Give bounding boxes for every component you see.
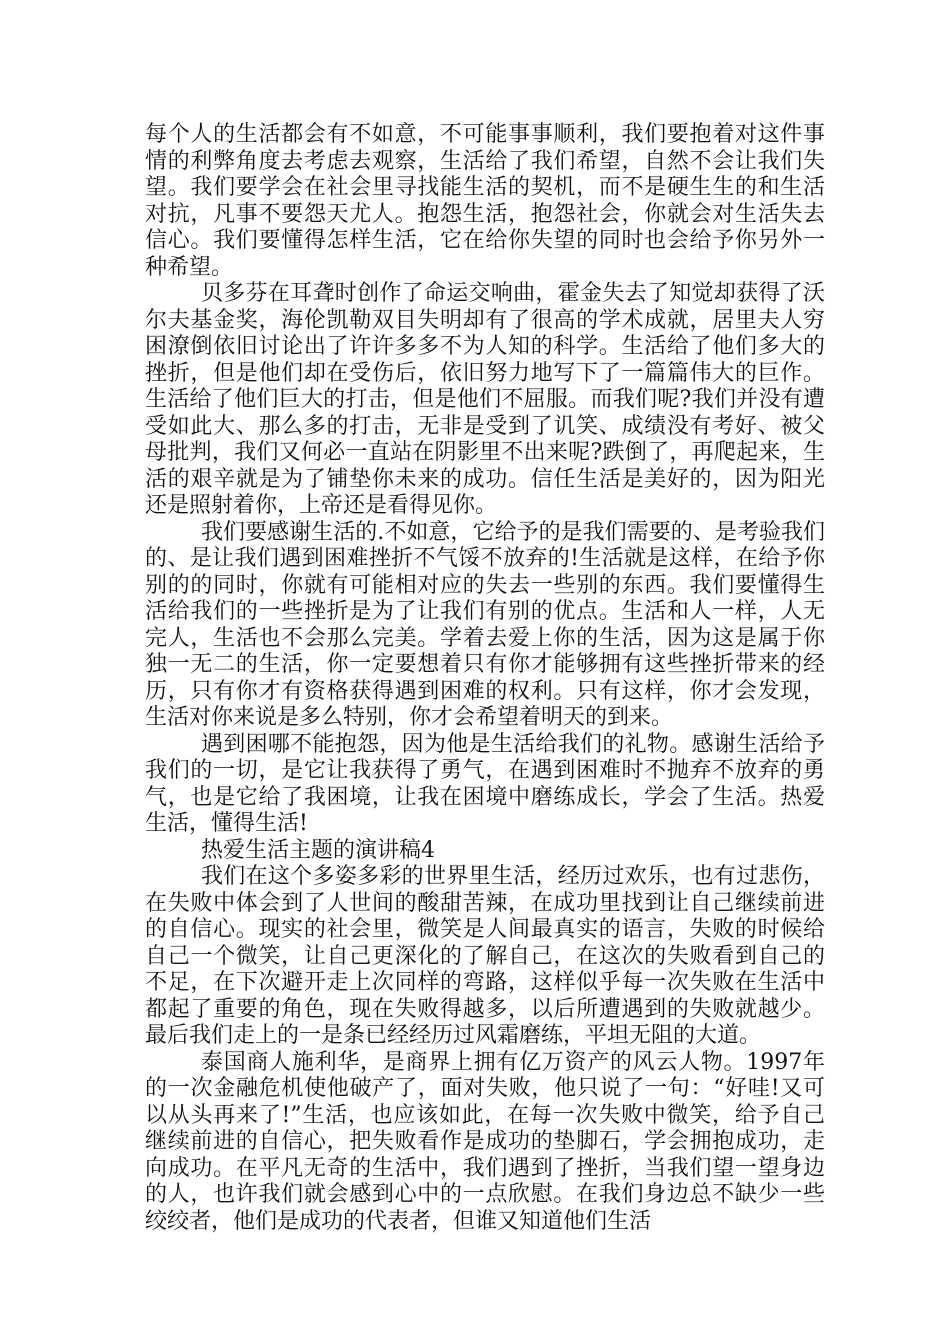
section-heading: 热爱生活主题的演讲稿4 (201, 837, 435, 863)
paragraph-4: 遇到困哪不能抱怨，因为他是生活给我们的礼物。感谢生活给予我们的一切，是它让我获得了勇气，在遇到困难时不抛弃不放弃的勇气，也是它给了我困境，让我在困境中磨练成长，学会了生活。热爱生活，懂得生活! (145, 731, 825, 836)
document-body (145, 122, 825, 1235)
paragraph-1: 每个人的生活都会有不如意，不可能事事顺利，我们要抱着对这件事情的利弊角度去考虑去观察，生活给了我们希望，自然不会让我们失望。我们要学会在社会里寻找能生活的契机，而不是硬生生的和生活对抗，凡事不要怨天尤人。抱怨生活，抱怨社会，你就会对生活失去信心。我们要懂得怎样生活，它在给你失望的同时也会给予你另外一种希望。 (145, 122, 825, 280)
paragraph-2: 贝多芬在耳聋时创作了命运交响曲，霍金失去了知觉却获得了沃尔夫基金奖，海伦凯勒双目失明却有了很高的学术成就，居里夫人穷困潦倒依旧讨论出了许许多多不为人知的科学。生活给了他们多大的挫折，但是他们却在受伤后，依旧努力地写下了一篇篇伟大的巨作。生活给了他们巨大的打击，但是他们不屈服。而我们呢?我们并没有遭受如此大、那么多的打击，无非是受到了讥笑、成绩没有考好、被父母批判，我们又何必一直站在阴影里不出来呢?跌倒了，再爬起来，生活的艰辛就是为了铺垫你未来的成功。信任生活是美好的，因为阳光还是照射着你，上帝还是看得见你。 (145, 281, 825, 518)
paragraph-3: 我们要感谢生活的.不如意，它给予的是我们需要的、是考验我们的、是让我们遇到困难挫折不气馁不放弃的!生活就是这样，在给予你别的的同时，你就有可能相对应的失去一些别的东西。我们要懂得生活给我们的一些挫折是为了让我们有别的优点。生活和人一样，人无完人，生活也不会那么完美。学着去爱上你的生活，因为这是属于你独一无二的生活，你一定要想着只有你才能够拥有这些挫折带来的经历，只有你才有资格获得遇到困难的权利。只有这样，你才会发现，生活对你来说是多么特别，你才会希望着明天的到来。 (145, 519, 825, 730)
paragraph-6: 泰国商人施利华，是商界上拥有亿万资产的风云人物。1997年的一次金融危机使他破产了，面对失败，他只说了一句：“好哇!又可以从头再来了!”生活，也应该如此，在每一次失败中微笑，给予自己继续前进的自信心，把失败看作是成功的垫脚石，学会拥抱成功，走向成功。在平凡无奇的生活中，我们遇到了挫折，当我们望一望身边的人，也许我们就会感到心中的一点欣慰。在我们身边总不缺少一些绞绞者，他们是成功的代表者，但谁又知道他们生活 (145, 1049, 825, 1234)
paragraph-5: 我们在这个多姿多彩的世界里生活，经历过欢乐，也有过悲伤，在失败中体会到了人世间的酸甜苦辣，在成功里找到让自己继续前进的自信心。现实的社会里，微笑是人间最真实的语言，失败的时候给自己一个微笑，让自己更深化的了解自己，在这次的失败看到自己的不足，在下次避开走上次同样的弯路，这样似乎每一次失败在生活中都起了重要的角色，现在失败得越多，以后所遭遇到的失败就越少。最后我们走上的一是条已经经历过风霜磨练，平坦无阻的大道。 (145, 864, 825, 1048)
